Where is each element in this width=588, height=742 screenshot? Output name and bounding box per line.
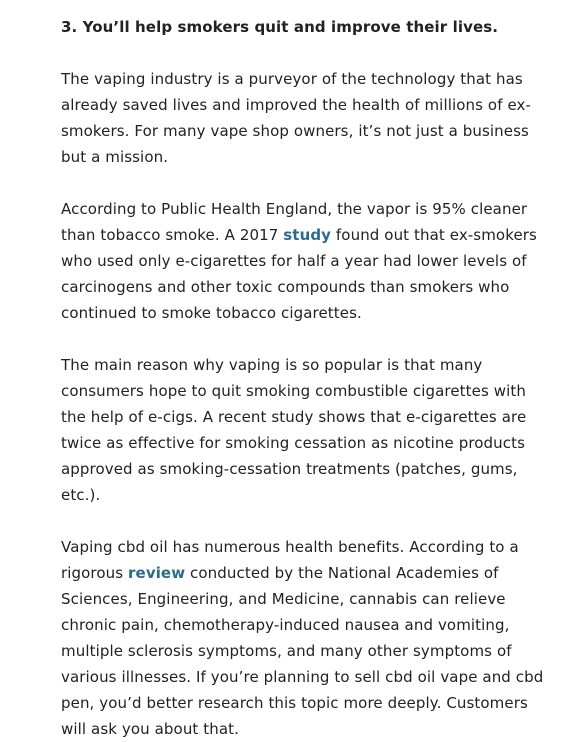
study-link[interactable]: study: [283, 226, 332, 244]
review-link[interactable]: review: [128, 564, 186, 582]
article-body: [61, 14, 551, 742]
paragraph-text: Vaping cbd oil has numerous health benefits. According to a rigorous: [61, 538, 519, 582]
section-heading: 3. You’ll help smokers quit and improve their lives.: [61, 18, 499, 36]
paragraph-public-health-england: [61, 196, 551, 326]
paragraph-main-reason: The main reason why vaping is so popular is that many consumers hope to quit smoking combustible cigarettes with the help of e-cigs. A recent study shows that e-cigarettes are twice as effective for smoking cessation as nicotine products approved as smoking-cessation treatments (patches, gums, etc.).: [61, 356, 527, 504]
paragraph-text: According to Public Health England, the vapor is 95% cleaner than tobacco smoke. A 2017: [61, 200, 528, 244]
paragraph-vaping-industry: The vaping industry is a purveyor of the technology that has already saved lives and improved the health of millions of ex-smokers. For many vape shop owners, it’s not just a business but a mission.: [61, 70, 531, 166]
paragraph-text: conducted by the National Academies of Sciences, Engineering, and Medicine, cannabis can relieve chronic pain, chemotherapy-induced nausea and vomiting, multiple sclerosis symptoms, and many other symptoms of various illnesses. If you’re planning to sell cbd oil vape and cbd pen, you’d better research this topic more deeply. Customers will ask you about that.: [61, 564, 544, 738]
paragraph-text: found out that ex-smokers who used only e-cigarettes for half a year had lower levels of carcinogens and other toxic compounds than smokers who continued to smoke tobacco cigarettes.: [61, 226, 537, 322]
paragraph-cbd-oil: [61, 534, 551, 742]
